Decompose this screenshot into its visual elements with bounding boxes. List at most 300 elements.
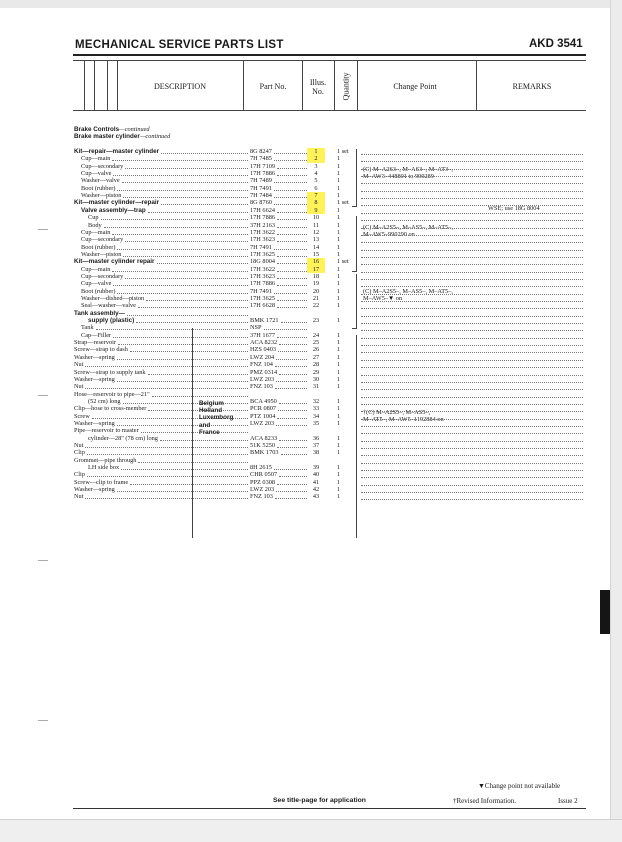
row-description: Washer—spring bbox=[74, 486, 115, 494]
row-description: Cap—Filler bbox=[81, 331, 112, 339]
row-illus-no: 35 bbox=[312, 419, 320, 427]
table-row bbox=[74, 302, 360, 309]
row-part-no: 17H 6628 bbox=[250, 302, 276, 310]
row-part-no: 17H 6624 bbox=[250, 206, 276, 214]
row-part-no: 17H 7886 bbox=[250, 214, 276, 222]
col-part-no: Part No. bbox=[259, 82, 287, 91]
row-illus-no: 24 bbox=[312, 331, 320, 339]
leader-dots bbox=[274, 192, 307, 198]
leader-dots bbox=[277, 207, 307, 213]
row-quantity: 1 bbox=[337, 442, 341, 449]
row-part-no: BMK 1721 bbox=[250, 317, 279, 325]
page-edge-tab bbox=[600, 590, 610, 634]
row-illus-no: 40 bbox=[312, 471, 320, 479]
row-description: Seal—washer—valve bbox=[81, 302, 136, 310]
remark-line bbox=[361, 411, 583, 412]
row-description: Clip bbox=[74, 449, 85, 457]
row-description: cylinder—28" (78 cm) long bbox=[88, 434, 158, 442]
row-description: Nut bbox=[74, 442, 84, 449]
header-top-line bbox=[73, 60, 586, 61]
row-illus-no: 22 bbox=[312, 302, 320, 310]
row-description: Screw—strap to supply tank bbox=[74, 368, 146, 376]
row-illus-no: 13 bbox=[312, 236, 320, 244]
leader-dots bbox=[277, 266, 307, 272]
row-quantity: 1 bbox=[337, 434, 341, 442]
row-illus-no: 14 bbox=[312, 243, 320, 251]
row-description: Tank assembly— bbox=[74, 309, 125, 317]
row-part-no: 17H 3623 bbox=[250, 272, 276, 280]
remark-line bbox=[361, 205, 583, 206]
leader-dots bbox=[274, 148, 307, 154]
row-part-no: 7H 7491 bbox=[250, 243, 272, 251]
row-description: LH side box bbox=[88, 464, 120, 472]
title-rule bbox=[73, 54, 586, 56]
row-part-no: 8G 8760 bbox=[250, 199, 272, 207]
row-quantity: 1 bbox=[337, 331, 341, 339]
remark-line bbox=[361, 257, 583, 258]
leader-dots bbox=[85, 361, 248, 367]
row-description: Valve assembly—trap bbox=[81, 206, 146, 214]
table-row bbox=[74, 457, 360, 464]
remark-line bbox=[361, 213, 583, 214]
row-illus-no: 28 bbox=[312, 361, 320, 369]
row-illus-no: 15 bbox=[312, 250, 320, 258]
leader-dots bbox=[113, 170, 248, 176]
country-bracket bbox=[192, 328, 193, 538]
leader-dots bbox=[277, 302, 307, 308]
row-part-no: PMZ 0314 bbox=[250, 368, 278, 376]
row-illus-no: 9 bbox=[307, 207, 325, 214]
remark-line bbox=[361, 426, 583, 427]
row-quantity: 1 bbox=[337, 419, 341, 427]
change-point-1: (C) M–A2S3–, M–AS3–, M–AT3–, M–AW3–448801 to 990289 bbox=[363, 166, 453, 181]
row-illus-no: 18 bbox=[312, 272, 320, 280]
leader-dots bbox=[277, 332, 307, 338]
leader-dots bbox=[275, 383, 307, 389]
leader-dots bbox=[275, 493, 307, 499]
leader-dots bbox=[277, 170, 307, 176]
leader-dots bbox=[85, 383, 248, 389]
leader-dots bbox=[127, 310, 248, 316]
remark-line bbox=[361, 250, 583, 251]
row-description: Washer—piston bbox=[81, 250, 122, 258]
leader-dots bbox=[87, 471, 248, 477]
row-part-no: 8G 8247 bbox=[250, 148, 272, 155]
remark-line bbox=[361, 492, 583, 493]
issue-number: Issue 2 bbox=[558, 797, 578, 805]
table-row bbox=[74, 479, 360, 486]
table-row bbox=[74, 346, 360, 353]
row-description: Cup—main bbox=[81, 265, 111, 273]
remark-line bbox=[361, 382, 583, 383]
table-row bbox=[74, 449, 360, 456]
leader-dots bbox=[123, 251, 248, 257]
row-description: Grommet—pipe through bbox=[74, 456, 137, 464]
leader-dots bbox=[117, 354, 248, 360]
remark-line bbox=[361, 242, 583, 243]
row-quantity: 1 bbox=[337, 361, 341, 369]
row-quantity: 1 bbox=[337, 449, 341, 457]
leader-dots bbox=[136, 317, 248, 323]
row-quantity: 1 bbox=[337, 493, 341, 501]
remark-line bbox=[361, 330, 583, 331]
row-part-no: LWZ 204 bbox=[250, 353, 275, 361]
row-description: Boot (rubber) bbox=[81, 184, 116, 192]
row-description: Washer—dished—piston bbox=[81, 295, 145, 302]
table-row bbox=[74, 464, 360, 471]
leader-dots bbox=[161, 148, 248, 154]
row-quantity: 1 bbox=[337, 339, 341, 347]
leader-dots bbox=[122, 177, 248, 183]
row-description: Clip bbox=[74, 471, 85, 479]
remark-line bbox=[361, 279, 583, 280]
row-description: Screw—strap to dash bbox=[74, 346, 128, 354]
leader-dots bbox=[157, 258, 248, 264]
group-bracket-4 bbox=[356, 335, 357, 538]
leader-dots bbox=[279, 398, 307, 404]
row-description: Cup—main bbox=[81, 228, 111, 236]
row-quantity: 1 bbox=[337, 243, 341, 251]
leader-dots bbox=[274, 464, 307, 470]
leader-dots bbox=[125, 163, 248, 169]
leader-dots bbox=[138, 302, 248, 308]
leader-dots bbox=[117, 376, 248, 382]
col-remarks: REMARKS bbox=[512, 82, 552, 91]
leader-dots bbox=[279, 435, 307, 441]
row-quantity: 1 bbox=[337, 478, 341, 486]
table-row bbox=[74, 471, 360, 478]
leader-dots bbox=[277, 258, 307, 264]
row-illus-no: 27 bbox=[312, 353, 320, 361]
table-row bbox=[74, 288, 360, 295]
remark-line bbox=[361, 419, 583, 420]
row-part-no: LWZ 203 bbox=[250, 486, 275, 494]
remark-line bbox=[361, 455, 583, 456]
row-description: Washer—valve bbox=[81, 177, 120, 185]
table-row bbox=[74, 185, 360, 192]
remark-line bbox=[361, 470, 583, 471]
remark-line bbox=[361, 286, 583, 287]
row-illus-no: 34 bbox=[312, 412, 320, 420]
row-quantity: 1 bbox=[337, 272, 341, 280]
row-quantity: 1 bbox=[337, 192, 341, 200]
leader-dots bbox=[130, 479, 248, 485]
row-description: Washer—spring bbox=[74, 375, 115, 383]
document-code: AKD 3541 bbox=[529, 38, 583, 50]
row-quantity: 1 bbox=[337, 295, 341, 302]
row-quantity: 1 bbox=[337, 214, 341, 222]
table-row bbox=[74, 236, 360, 243]
row-quantity: 1 bbox=[337, 155, 341, 163]
viewer-right-edge bbox=[610, 0, 622, 841]
table-row bbox=[74, 192, 360, 199]
table-row bbox=[74, 177, 360, 184]
row-part-no: HZS 0403 bbox=[250, 346, 277, 354]
leader-dots bbox=[146, 295, 248, 301]
row-part-no: 17H 3625 bbox=[250, 250, 276, 258]
remark-line bbox=[361, 441, 583, 442]
row-description: Washer—spring bbox=[74, 353, 115, 361]
page-title: MECHANICAL SERVICE PARTS LIST bbox=[75, 39, 284, 51]
row-description: Cup—valve bbox=[81, 280, 112, 288]
remark-line bbox=[361, 294, 583, 295]
row-description: Cup—main bbox=[81, 155, 111, 163]
row-quantity: 1 bbox=[337, 280, 341, 288]
leader-dots bbox=[117, 244, 248, 250]
leader-dots bbox=[130, 346, 248, 352]
leader-dots bbox=[117, 185, 248, 191]
viewer-top-bar bbox=[0, 0, 622, 8]
remark-line bbox=[361, 345, 583, 346]
change-point-2: (C) M–A2S5–, M–AS5–, M–AT5–, M–AW5–990290 on bbox=[363, 224, 453, 239]
row-part-no: LWZ 203 bbox=[250, 375, 275, 383]
group-bracket-1 bbox=[356, 149, 357, 207]
leader-dots bbox=[276, 376, 307, 382]
row-quantity: 1 set bbox=[337, 148, 349, 155]
row-quantity: 1 bbox=[337, 162, 341, 170]
row-illus-no: 42 bbox=[312, 486, 320, 494]
leader-dots bbox=[85, 442, 248, 448]
row-description: Nut bbox=[74, 493, 84, 501]
row-quantity: 1 set bbox=[337, 199, 349, 207]
remark-line bbox=[361, 367, 583, 368]
leader-dots bbox=[264, 324, 307, 330]
row-part-no: LWZ 203 bbox=[250, 419, 275, 427]
remark-line bbox=[361, 220, 583, 221]
remark-line bbox=[361, 191, 583, 192]
table-row bbox=[74, 163, 360, 170]
leader-dots bbox=[279, 471, 307, 477]
row-part-no: FNZ 103 bbox=[250, 383, 273, 391]
revised-info-note: †Revised Information. bbox=[453, 797, 516, 805]
row-quantity: 1 bbox=[337, 236, 341, 244]
remark-line bbox=[361, 463, 583, 464]
remark-line bbox=[361, 228, 583, 229]
row-illus-no: 11 bbox=[312, 221, 320, 229]
leader-dots bbox=[101, 214, 248, 220]
leader-dots bbox=[281, 449, 307, 455]
row-part-no: 7H 7484 bbox=[250, 192, 272, 200]
table-row bbox=[74, 273, 360, 280]
country-list: Belgium Holland Luxemborg and France bbox=[199, 400, 234, 436]
leader-dots bbox=[277, 251, 307, 257]
table-row bbox=[74, 383, 360, 390]
leader-dots bbox=[117, 486, 248, 492]
remark-line bbox=[361, 323, 583, 324]
leader-dots bbox=[277, 236, 307, 242]
leader-dots bbox=[125, 236, 248, 242]
row-part-no: 17H 3625 bbox=[250, 295, 276, 302]
leader-dots bbox=[277, 163, 307, 169]
row-illus-no: 33 bbox=[312, 405, 320, 413]
row-description: Cup—valve bbox=[81, 170, 112, 178]
row-part-no: PCR 0807 bbox=[250, 405, 277, 413]
row-illus-no: 3 bbox=[314, 162, 318, 170]
row-illus-no: 38 bbox=[312, 449, 320, 457]
table-row bbox=[74, 244, 360, 251]
row-description: Cup—secondary bbox=[81, 162, 124, 170]
row-illus-no: 31 bbox=[312, 383, 320, 391]
row-quantity: 1 bbox=[337, 302, 341, 310]
leader-dots bbox=[121, 464, 248, 470]
table-row bbox=[74, 442, 360, 449]
leader-dots bbox=[85, 493, 248, 499]
row-description: Cup bbox=[88, 214, 99, 222]
row-part-no: 17H 7886 bbox=[250, 170, 276, 178]
remark-line bbox=[361, 360, 583, 361]
title-page-note: See title-page for application bbox=[273, 797, 366, 804]
row-illus-no: 1 bbox=[307, 148, 325, 155]
remark-line bbox=[361, 389, 583, 390]
row-illus-no: 5 bbox=[314, 177, 318, 185]
row-illus-no: 36 bbox=[312, 434, 320, 442]
row-description: Hose—reservoir to pipe—21" bbox=[74, 390, 150, 398]
row-quantity: 1 set bbox=[337, 258, 349, 266]
table-row bbox=[74, 199, 360, 206]
row-illus-no: 8 bbox=[307, 199, 325, 206]
remark-line bbox=[361, 308, 583, 309]
col-description: DESCRIPTION bbox=[153, 82, 206, 91]
row-part-no: 8H 2615 bbox=[250, 464, 272, 472]
leader-dots bbox=[277, 413, 307, 419]
row-description: supply (plastic) bbox=[88, 317, 135, 325]
row-description: Screw—clip to frame bbox=[74, 478, 129, 486]
row-description: Kit—master cylinder repair bbox=[74, 258, 155, 266]
row-quantity: 1 bbox=[337, 287, 341, 295]
table-row bbox=[74, 486, 360, 493]
leader-dots bbox=[125, 273, 248, 279]
row-part-no: NSP bbox=[250, 324, 262, 332]
table-row bbox=[74, 214, 360, 221]
leader-dots bbox=[117, 288, 248, 294]
row-illus-no: 6 bbox=[314, 184, 318, 192]
row-part-no: FNZ 104 bbox=[250, 361, 273, 369]
table-row bbox=[74, 266, 360, 273]
row-quantity: 1 bbox=[337, 353, 341, 361]
row-quantity: 1 bbox=[337, 464, 341, 472]
leader-dots bbox=[112, 155, 248, 161]
leader-dots bbox=[277, 442, 307, 448]
remark-line bbox=[361, 169, 583, 170]
row-part-no: 17H 7109 bbox=[250, 162, 276, 170]
leader-dots bbox=[277, 479, 307, 485]
row-part-no: 18G 8004 bbox=[250, 258, 276, 266]
row-quantity: 1 bbox=[337, 383, 341, 391]
table-row bbox=[74, 222, 360, 229]
table-row bbox=[74, 324, 360, 331]
leader-dots bbox=[118, 339, 248, 345]
row-illus-no: 26 bbox=[312, 346, 320, 354]
row-illus-no: 39 bbox=[312, 464, 320, 472]
row-illus-no: 7 bbox=[307, 192, 325, 199]
remark-line bbox=[361, 235, 583, 236]
leader-dots bbox=[278, 346, 307, 352]
row-illus-no: 12 bbox=[312, 228, 320, 236]
leader-dots bbox=[274, 185, 307, 191]
row-part-no: BMK 1703 bbox=[250, 449, 279, 457]
table-row bbox=[74, 317, 360, 324]
row-description: Pipe—reservoir to master bbox=[74, 427, 139, 435]
row-description: Nut bbox=[74, 361, 84, 369]
table-row bbox=[74, 280, 360, 287]
col-change-point: Change Point bbox=[393, 82, 437, 91]
leader-dots bbox=[112, 229, 248, 235]
leader-dots bbox=[279, 339, 307, 345]
remark-line bbox=[361, 397, 583, 398]
row-description: (52 cm) long bbox=[88, 397, 121, 405]
table-row bbox=[74, 332, 360, 339]
remark-line bbox=[361, 264, 583, 265]
row-quantity: 1 bbox=[337, 405, 341, 413]
row-quantity: 1 bbox=[337, 397, 341, 405]
leader-dots bbox=[277, 229, 307, 235]
remark-line bbox=[361, 154, 583, 155]
row-part-no: BCA 4950 bbox=[250, 397, 277, 405]
col-illus-no: Illus. No. bbox=[309, 78, 327, 96]
row-part-no: 51K 5250 bbox=[250, 442, 276, 449]
table-row bbox=[74, 155, 360, 162]
section-brake-controls: Brake Controls—continued bbox=[74, 126, 150, 133]
table-row bbox=[74, 339, 360, 346]
row-description: Tank bbox=[81, 324, 94, 332]
table-row bbox=[74, 295, 360, 302]
remark-line bbox=[361, 176, 583, 177]
remark-line bbox=[361, 301, 583, 302]
row-part-no: CHR 0507 bbox=[250, 471, 278, 479]
row-part-no: FNZ 103 bbox=[250, 493, 273, 501]
change-point-3: (C) M–A2S5–, M–AS5–, M–AT5–, M–AW5–▼ on bbox=[363, 288, 453, 303]
row-quantity: 1 bbox=[337, 250, 341, 258]
leader-dots bbox=[274, 244, 307, 250]
row-description: Washer—piston bbox=[81, 192, 122, 200]
row-quantity: 1 bbox=[337, 346, 341, 354]
leader-dots bbox=[274, 199, 307, 205]
table-row bbox=[74, 354, 360, 361]
row-quantity: 1 bbox=[337, 317, 341, 325]
leader-dots bbox=[279, 369, 307, 375]
row-quantity: 1 bbox=[337, 486, 341, 494]
remark-line bbox=[361, 272, 583, 273]
row-description: Cup—secondary bbox=[81, 236, 124, 244]
remark-line bbox=[361, 477, 583, 478]
row-part-no: 17H 7886 bbox=[250, 280, 276, 288]
remark-line bbox=[361, 198, 583, 199]
row-quantity: 1 bbox=[337, 265, 341, 273]
row-illus-no: 19 bbox=[312, 280, 320, 288]
leader-dots bbox=[275, 361, 307, 367]
row-illus-no: 41 bbox=[312, 478, 320, 486]
leader-dots bbox=[274, 155, 307, 161]
remark-line bbox=[361, 404, 583, 405]
row-illus-no: 29 bbox=[312, 368, 320, 376]
row-part-no: 7H 7491 bbox=[250, 287, 272, 295]
table-row bbox=[74, 361, 360, 368]
leader-dots bbox=[113, 332, 248, 338]
leader-dots bbox=[113, 280, 248, 286]
row-description: Washer—spring bbox=[74, 419, 115, 427]
leader-dots bbox=[277, 280, 307, 286]
row-description: Cup—secondary bbox=[81, 272, 124, 280]
row-illus-no: 25 bbox=[312, 339, 320, 347]
row-part-no: 17H 3622 bbox=[250, 265, 276, 273]
leader-dots bbox=[87, 449, 248, 455]
leader-dots bbox=[277, 295, 307, 301]
leader-dots bbox=[138, 457, 248, 463]
table-row bbox=[74, 376, 360, 383]
remark-line bbox=[361, 352, 583, 353]
remark-line bbox=[361, 316, 583, 317]
leader-dots bbox=[161, 199, 248, 205]
